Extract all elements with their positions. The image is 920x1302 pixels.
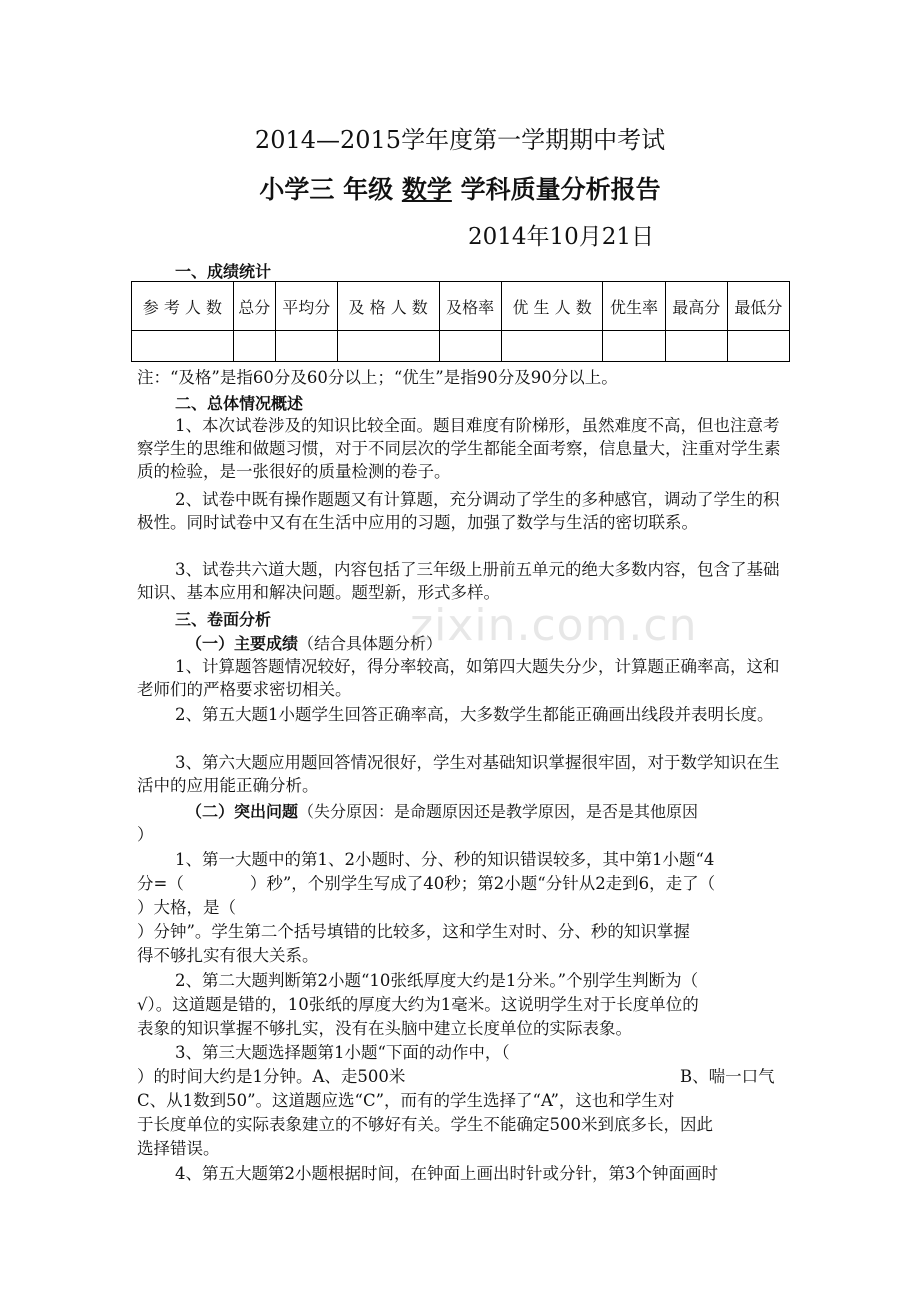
achievement-paragraph-1: 1、计算题答题情况较好，得分率较高，如第四大题失分少，计算题正确率高，这和老师们的严格要求密切相关。 — [137, 657, 780, 699]
col-excellent-rate: 优生率 — [603, 282, 665, 331]
title-grade-word: 年级 — [334, 175, 402, 204]
table-note: 注：“及格”是指60分及60分以上；“优生”是指90分及90分以上。 — [137, 368, 618, 387]
problem-1-line-4: ）分钟”。学生第二个括号填错的比较多，这和学生对时、分、秒的知识掌握 — [137, 922, 690, 941]
achievement-paragraph-3: 3、第六大题应用题回答情况很好，学生对基础知识掌握很牢固，对于数学知识在生活中的应用能正确分析。 — [137, 753, 780, 795]
problem-1-line-3: ）大格，是（ — [137, 898, 236, 917]
problem-3-line-2a: ）的时间大约是1分钟。A、走500米 — [137, 1067, 406, 1086]
subsection-problems-heading-tail: ） — [137, 825, 154, 844]
achievement-paragraph-2: 2、第五大题1小题学生回答正确率高，大多数学生都能正确画出线段并表明长度。 — [175, 705, 774, 724]
col-participants: 参 考 人 数 — [132, 282, 234, 331]
problem-3-line-5: 选择错误。 — [137, 1139, 220, 1158]
table-cell — [439, 331, 501, 362]
overview-paragraph-1: 1、本次试卷涉及的知识比较全面。题目难度有阶梯形，虽然难度不高，但也注意考察学生的思维和做题习惯，对于不同层次的学生都能全面考察，信息量大，注重对学生素质的检验，是一张很好的质量检测的卷子。 — [137, 416, 781, 481]
title-suffix: 学科质量分析报告 — [451, 175, 661, 204]
table-row — [132, 331, 790, 362]
problem-2-line-3: 表象的知识掌握不够扎实，没有在头脑中建立长度单位的实际表象。 — [137, 1019, 632, 1038]
table-cell — [727, 331, 789, 362]
report-title-line2 — [0, 170, 920, 206]
col-pass-count: 及 格 人 数 — [337, 282, 439, 331]
title-subject: 数学 — [401, 175, 452, 204]
col-total-score: 总分 — [233, 282, 275, 331]
table-cell — [233, 331, 275, 362]
col-excellent-count: 优 生 人 数 — [501, 282, 603, 331]
table-cell — [501, 331, 603, 362]
report-title-line1: 2014—2015学年度第一学期期中考试 — [254, 126, 666, 154]
score-statistics-table — [131, 281, 790, 362]
table-cell — [665, 331, 727, 362]
section1-heading: 一、成绩统计 — [175, 262, 272, 281]
section2-heading: 二、总体情况概述 — [175, 394, 304, 413]
watermark: zixin.com.cn — [410, 600, 698, 651]
table-cell — [132, 331, 234, 362]
col-pass-rate: 及格率 — [439, 282, 501, 331]
problem-2-line-2: √）。这道题是错的，10张纸的厚度大约为1毫米。这说明学生对于长度单位的 — [137, 995, 699, 1014]
table-header-row — [132, 282, 790, 331]
col-average-score: 平均分 — [275, 282, 337, 331]
subsection-problems-heading: （二）突出问题（失分原因：是命题原因还是教学原因，是否是其他原因 — [186, 802, 699, 821]
problem-1-line-1: 1、第一大题中的第1、2小题时、分、秒的知识错误较多，其中第1小题“4 — [175, 850, 715, 869]
problem-3-line-4: 于长度单位的实际表象建立的不够好有关。学生不能确定500米到底多长，因此 — [137, 1115, 713, 1134]
problem-1-line-2: 分=（ ）秒”，个别学生写成了40秒；第2小题“分针从2走到6，走了（ — [137, 874, 716, 893]
table-cell — [275, 331, 337, 362]
problem-1-line-5: 得不够扎实有很大关系。 — [137, 946, 319, 965]
col-highest-score: 最高分 — [665, 282, 727, 331]
col-lowest-score: 最低分 — [727, 282, 789, 331]
overview-paragraph-2: 2、试卷中既有操作题题又有计算题，充分调动了学生的多种感官，调动了学生的积极性。同时试卷中又有在生活中应用的习题，加强了数学与生活的密切联系。 — [137, 490, 780, 532]
problem-3-line-1: 3、第三大题选择题第1小题“下面的动作中，（ — [175, 1043, 510, 1062]
problem-3-line-2b: B、喘一口气 — [680, 1067, 775, 1086]
problem-4-line-1: 4、第五大题第2小题根据时间，在钟面上画出时针或分针，第3个钟面画时 — [175, 1164, 718, 1183]
problem-2-line-1: 2、第二大题判断第2小题“10张纸厚度大约是1分米。”个别学生判断为（ — [175, 971, 699, 990]
overview-paragraph-3: 3、试卷共六道大题，内容包括了三年级上册前五单元的绝大多数内容，包含了基础知识、基本应用和解决问题。题型新，形式多样。 — [137, 560, 780, 602]
report-date: 2014年10月21日 — [468, 224, 655, 250]
subsection-achievements-heading: （一）主要成绩（结合具体题分析） — [186, 634, 443, 653]
section3-heading: 三、卷面分析 — [175, 610, 272, 629]
table-cell — [337, 331, 439, 362]
table-cell — [603, 331, 665, 362]
problem-3-line-3: C、从1数到50”。这道题应选“C”，而有的学生选择了“A”，这也和学生对 — [137, 1091, 675, 1110]
title-grade-prefix: 小学三 — [259, 175, 335, 204]
